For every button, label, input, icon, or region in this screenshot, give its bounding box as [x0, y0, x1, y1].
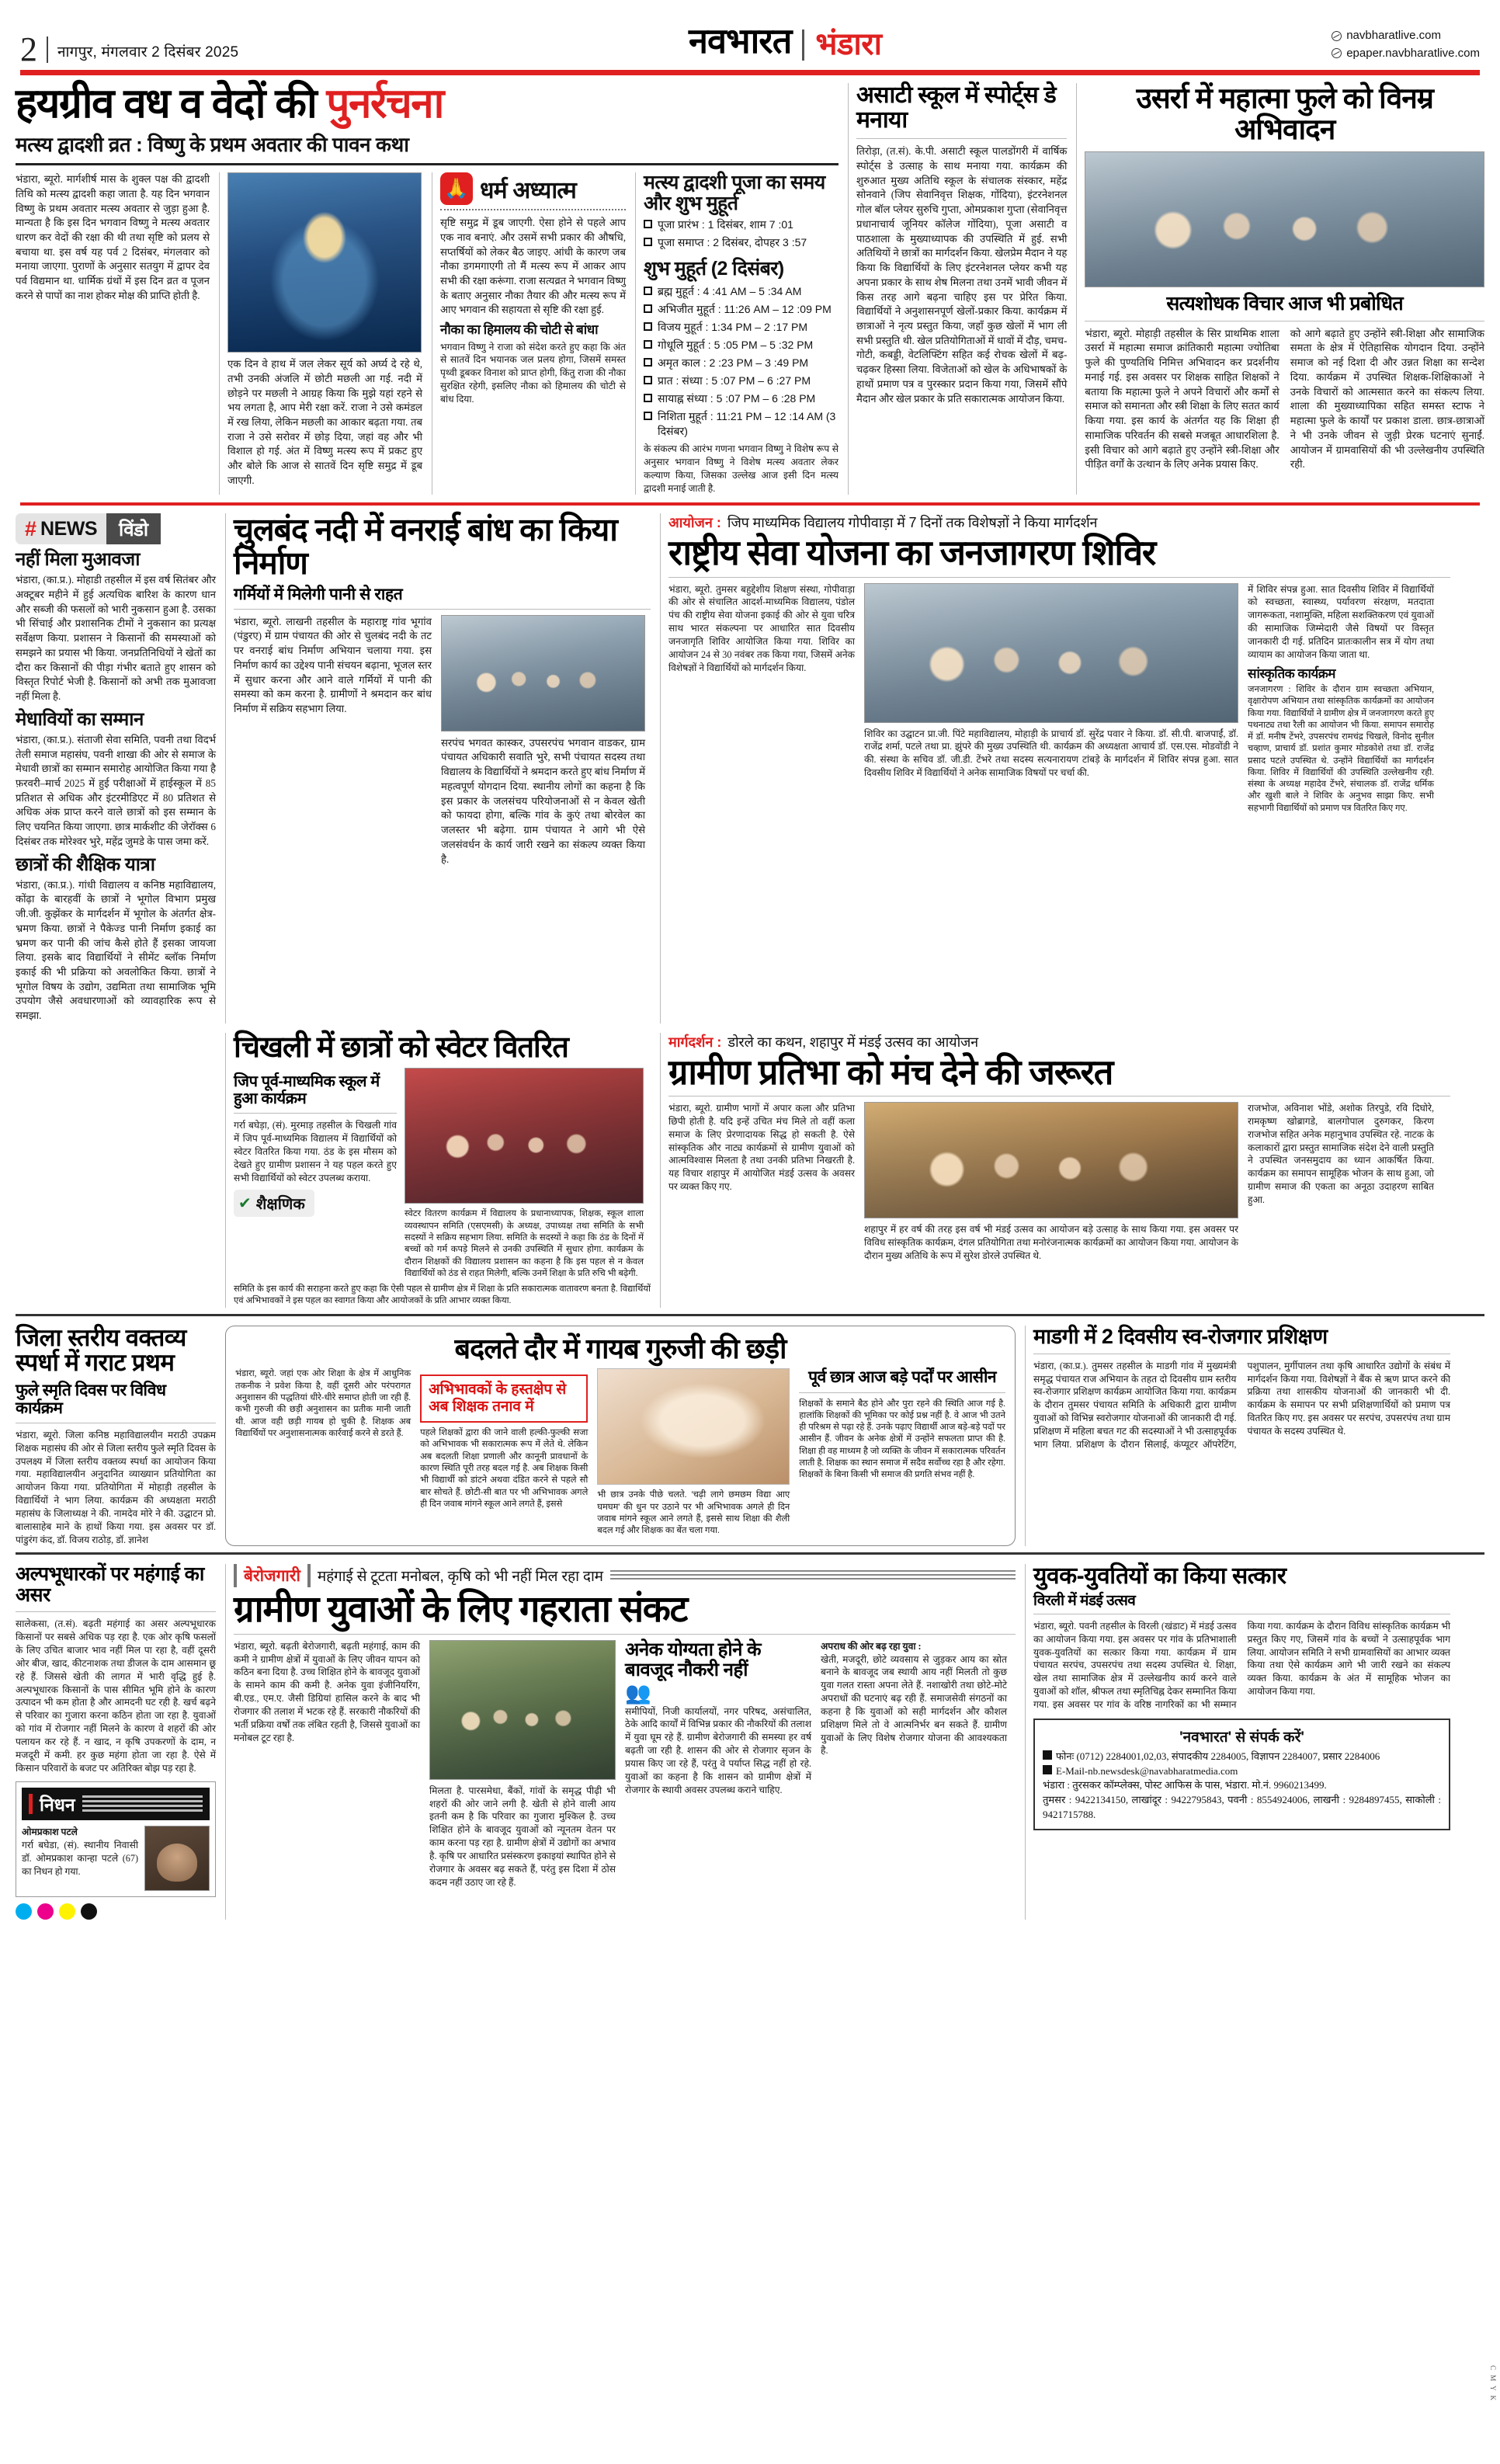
berojgari-headline: ग्रामीण युवाओं के लिए गहराता संकट [234, 1588, 687, 1630]
obituary-title: निधन [40, 1795, 75, 1816]
muhurat-item [644, 320, 839, 335]
nss-text-4: जनजागरण : शिविर के दौरान ग्राम स्वच्छता अभियान, वृक्षारोपण अभियान तथा सांस्कृतिक कार्यक्रमों का आयोजन किया गया. विद्यार्थियों ने ग्रामीण क्षेत्र में जनजागरण करते हुए पथनाट्य तथा रैली का आयोजन भी किया. समापन समारोह में डॉ. मनीष टेंभरे, उपसरपंच रामचंद्र चिखले, विनोद सुनील चव्हाण, प्राचार्य डॉ. प्रशांत कुमार मोडकोशे तथा डॉ. राजेंद्र प्रसाद पटले उपस्थित थे. उन्होंने विद्यार्थियों का मार्गदर्शन किया. शिविर में विद्यार्थियों की उपस्थिति उल्लेखनीय रही. संस्था के अध्यक्ष महादेव टेंभरे, संचालक डॉ. राजेंद्र धर्मिक और खुशी बाले ने शिविर के अनुभव साझा किए. सभी सहभागी विद्यार्थियों को प्रमाण पत्र वितरित किए गए. [1248, 684, 1434, 813]
asati-school-story [848, 83, 1067, 495]
satkar-headline: युवक-युवतियों का किया सत्कार [1033, 1563, 1286, 1590]
usarra-headline: उसर्रा में महात्मा फुले को विनम्र अभिवादन [1136, 82, 1433, 145]
nss-kicker-row [668, 513, 1450, 532]
nss-kicker-text: जिप माध्यमिक विद्यालय गोपीवाड़ा में 7 दिनों तक विशेषज्ञों ने किया मार्गदर्शन [727, 515, 1098, 531]
chikhli-column-1 [234, 1068, 397, 1280]
shubh-muhurat-title: शुभ मुहूर्त (2 दिसंबर) [644, 258, 784, 280]
lead-headline-accent: पुनर्रचना [326, 81, 443, 127]
madgi-story [1025, 1326, 1450, 1547]
section-rule-3 [16, 1552, 1484, 1555]
stripe-decor [610, 1570, 1016, 1581]
nss-kicker-label: आयोजन : [668, 515, 721, 531]
berojgari-column-4 [821, 1640, 1007, 1889]
cmyk-dot-yellow [59, 1903, 75, 1920]
shaikshanik-badge [234, 1190, 314, 1217]
checkbox-icon [644, 322, 652, 331]
margdarshan-kicker-row [668, 1033, 1450, 1051]
masthead-divider [47, 36, 48, 63]
muhurat-item-label: विजय मुहूर्त : 1:34 PM – 2 :17 PM [658, 321, 807, 334]
shaikshik-yatra-headline: छात्रों की शैक्षिक यात्रा [16, 853, 155, 875]
purvchhatra-headline: पूर्व छात्र आज बड़े पर्दों पर आसीन [808, 1368, 997, 1387]
band3-left-spacer [16, 1033, 216, 1308]
chulband-story [225, 513, 651, 1023]
apradh-subhead: अपराध की ओर बढ़ रहा युवा : [821, 1640, 922, 1652]
rule [799, 1392, 1005, 1393]
nss-column-3 [1248, 583, 1434, 815]
lead-text-3: सृष्टि समुद्र में डूब जाएगी. ऐसा होने से पहले आप एक नाव बनाएं. और उसमें सभी प्रकार की औषधि, सप्तर्षियों को लेकर बैठ जाइए. आंधी के कारण जब नौका डगमगाएगी तो मैं मत्स्य रूप में आकर आप सभी की रक्षा करूंगा. राजा सत्यव्रत ने भगवान विष्णु के बताए अनुसार नौका तैयार की और मत्स्य रूप में आए भगवान की सहायता से सृष्टि की रक्षा हुई. [440, 217, 626, 316]
contact-title: 'नवभारत' से संपर्क करें' [1179, 1729, 1304, 1746]
usarra-body [1085, 327, 1484, 474]
vaktavya-subheadline: फुले स्मृति दिवस पर विविध कार्यक्रम [16, 1381, 166, 1417]
rule [16, 1611, 216, 1612]
muhurat-footer-text: के संकल्प की आरंभ गणना भगवान विष्णु ने विशेष रूप से अनुसार भगवान विष्णु ने विशेष मत्स्य अवतार लेकर कल्याण किया, जिसका उल्लेख आज इसी दिन मत्स्य द्वादशी मनाई जाती है. [644, 443, 839, 494]
hash-icon: # [25, 516, 37, 540]
margdarshan-kicker-text: डोरले का कथन, शहापुर में मंडई उत्सव का आयोजन [727, 1034, 978, 1050]
margdarshan-text-3: राजभोज, अविनाश भोंडे, अशोक तिरपुडे, रवि दिघोरे, रामकृष्ण खोब्रागडे, बालगोपाल दुरुगकर, किरण राजभोज सहित अनेक महानुभाव उपस्थित रहे. नाटक के कलाकारों द्वारा प्रस्तुत सामाजिक संदेश देने वाली प्रस्तुति ने उपस्थित जनसमुदाय का ध्यान आकर्षित किया. कार्यक्रम का समापन सामूहिक भोजन के साथ हुआ, जो ग्रामीण समाज की एकता का अनूठा उदाहरण साबित हुआ. [1248, 1103, 1434, 1205]
website-epaper[interactable]: epaper.navbharatlive.com [1346, 46, 1480, 60]
obituary-text: गर्रा बघेडा, (सं). स्थानीय निवासी डॉ. ओमप्रकाश कान्हा पटले (67) का निधन हो गया. [22, 1840, 138, 1877]
berojgari-tagbar [234, 1564, 1016, 1587]
obituary-header [22, 1788, 210, 1820]
masthead-logo [689, 16, 881, 64]
usarra-text-2: को आगे बढ़ाते हुए उन्होंने स्त्री-शिक्षा और सामाजिक समता के क्षेत्र में ऐतिहासिक योगदान दिया. उन्होंने समाज को नई दिशा दी और उन्नत शिक्षा का सन्देश दिया. कार्यक्रम में उपस्थित शिक्षक-शिक्षिकाओं ने उनके विचारों को आत्मसात करने का संकल्प लिया. शाला की मुख्याध्यापिका सहित समस्त स्टाफ ने महात्मा फुले के कार्यों पर प्रकाश डाला. छात्र-छात्राओं ने भी उनके जीवन से जुड़ी प्रेरक घटनाएं सुनाईं. आयोजन में ग्रामवासियों की भी उल्लेखनीय उपस्थिति रही. [1290, 327, 1484, 471]
guruji-column-1 [235, 1368, 411, 1537]
muavja-text: भंडारा, (का.प्र.). मोहाडी तहसील में इस वर्ष सितंबर और अक्टूबर महीने में हुई अत्यधिक बारिश के कारण धान और सब्जी की फसलों को भारी नुकसान हुआ है. उसका भी सिंचाई और प्रशासनिक टीमों ने नुकसान का प्रत्यक्ष सर्वेक्षण किया. प्रशासन ने किसानों की समस्याओं को समझने का प्रयास भी किया. जनप्रतिनिधियों ने खेतों का दौरा कर किसानों की पीड़ा गंभीर बताते हुए शासन को विस्तृत रिपोर्ट भेजी है. किसानों को अभी तक मुआवजा नहीं मिला है. [16, 574, 216, 703]
nss-column-1 [668, 583, 855, 815]
lead-text-1: भंडारा, ब्यूरो. मार्गशीर्ष मास के शुक्ल पक्ष की द्वादशी तिथि को मत्स्य द्वादशी कहा जाता है. यह दिन भगवान विष्णु के प्रथम अवतार मत्स्य अवतार से जुड़ा हुआ है. मान्यता है कि इस दिन भगवान विष्णु ने मत्स्य अवतार धारण कर वेदों की रक्षा की थी तथा सृष्टि को प्रलय से बचाया था. इस वर्ष यह पर्व 2 दिसंबर, मंगलवार को मनाया जाएगा. पुराणों के अनुसार सतयुग में द्वापर देव पर्व विद्यमान था. धार्मिक ग्रंथों में इस दिन व्रत व पूजन करने से पापों का नाश होकर मोक्ष की प्राप्ति होती है. [16, 173, 210, 301]
contact-phone-row [1043, 1750, 1441, 1764]
vaktavya-text-1: भंडारा, ब्यूरो. जिला कनिष्ठ महाविद्यालयीन मराठी उपक्रम शिक्षक महासंघ की ओर से जिला स्तरीय फुले स्मृति दिवस के उपलक्ष्य में जिला स्तरीय वक्तव्य स्पर्धा का आयोजन किया गया. महाविद्यालयीन अनुदानित व्याख्यान प्रतियोगिता का आयोजन किया गया. प्रतियोगिता में मोहाड़ी तहसील के विद्यार्थियों ने भाग लिया. कार्यक्रम की अध्यक्षता मराठी महासंघ के जिलाध्यक्ष ने की. नामदेव मोरे ने की. उद्घाटन प्रो. बालासाहेब माने के हाथों किया गया. इस अवसर पर डॉ. पांडुरंग कंद, डॉ. विजय राठोड़, डॉ. ज्ञानेश [16, 1429, 216, 1545]
globe-icon [1332, 31, 1342, 41]
rule [856, 138, 1067, 139]
lead-subheadline: मत्स्य द्वादशी व्रत : विष्णु के प्रथम अवतार की पावन कथा [16, 130, 839, 165]
vaktavya-headline: जिला स्तरीय वक्तव्य स्पर्धा में गराट प्रथम [16, 1323, 186, 1377]
margdarshan-story [660, 1033, 1450, 1308]
satkar-subheadline: विरली में मंडई उत्सव [1033, 1592, 1136, 1609]
madgi-headline: माडगी में 2 दिवसीय स्व-रोजगार प्रशिक्षण [1033, 1324, 1328, 1348]
brand-separator [802, 30, 804, 61]
nss-column-2 [864, 583, 1238, 815]
chikhli-text-1: गर्रा बघेड़ा, (सं). मुरमाड़ तहसील के चिखली गांव में जिप पूर्व-माध्यमिक विद्यालय में विद्यार्थियों को स्वेटर वितरित किया गया. ठंड के इस मौसम को देखते हुए ग्रामीण प्रशासन ने यह पहल करते हुए सभी विद्यार्थियों को स्वेटर उपलब्ध कराया. [234, 1120, 397, 1183]
margdarshan-text-2: शहापुर में हर वर्ष की तरह इस वर्ष भी मंडई उत्सव का आयोजन बड़े उत्साह के साथ किया गया. इस अवसर पर विविध सांस्कृतिक कार्यक्रम, दंगल प्रतियोगिता तथा मनोरंजनात्मक कार्यक्रमों का आयोजन किया गया. आयोजन के दौरान मुख्य अतिथि के रूप में सुरेश डोरले उपस्थित थे. [864, 1224, 1238, 1261]
muhurat-item [644, 338, 839, 353]
checkbox-icon [644, 220, 652, 228]
lead-column-2 [219, 172, 422, 495]
shaikshik-yatra-text: भंडारा, (का.प्र.). गांधी विद्यालय व कनिष्ठ महाविद्यालय, कोंढ़ा के बारहवीं के छात्रों ने भूगोल विभाग प्रमुख जी.जी. कुझेंकर के मार्गदर्शन में भूगोल के अंतर्गत क्षेत्र-भ्रमण किया. छात्रों ने पैकेज्ड पानी निर्माण इकाई का भ्रमण कर पानी की जांच कैसे होते हैं इसका जायजा लिया. इसके बाद विद्यार्थियों ने सीमेंट ब्लॉक निर्माण इकाई की भी प्रक्रिया को अवलोकित किया. छात्रों ने भूगोल विषय के उद्योग, उद्यमिता तथा सामाजिक भूमि उपयोग जैसे अवधारणाओं को व्यावहारिक रूप से समझा. [16, 878, 216, 1022]
satkar-body [1033, 1620, 1450, 1712]
chulband-kicker: गर्मियों में मिलेगी पानी से राहत [234, 585, 403, 603]
guruji-text-2: पहले शिक्षकों द्वारा की जाने वाली हल्की-फुल्की सजा को अभिभावक भी सकारात्मक रूप में लेते थे. लेकिन अब बदलती शिक्षा प्रणाली और कानूनी प्रावधानों के कारण स्थिति पूरी तरह बदल गई है. अब शिक्षक किसी भी विद्यार्थी को डांटने अथवा दंडित करने से पहले सौ बार सोचते हैं. छोटी-सी बात पर भी अभिभावक अगले ही दिन जवाब मांगने स्कूल आने लगते हैं, इससे [420, 1428, 589, 1509]
sweater-distribution-photo [405, 1068, 644, 1204]
alpabhudharak-story [16, 1564, 216, 1920]
checkbox-icon [644, 340, 652, 349]
checkbox-icon [644, 358, 652, 367]
muhurat-item-label: सायाह्न संध्या : 5 :07 PM – 6 :28 PM [658, 392, 816, 405]
rule [668, 577, 1450, 578]
satyashodhak-subheadline: सत्यशोधक विचार आज भी प्रबोधित [1166, 293, 1404, 315]
square-bullet-icon [1043, 1750, 1052, 1760]
news-badge-label: NEWS [40, 517, 98, 540]
obituary-body [22, 1826, 210, 1891]
guruji-story [225, 1326, 1016, 1547]
guruji-column-3 [597, 1368, 790, 1537]
nauka-text: भगवान विष्णु ने राजा को संदेश करते हुए कहा कि अंत से सातवें दिन भयानक जल प्रलय होगा, जिसमें समस्त पृथ्वी डूबकर विनाश को प्राप्त होगी, किंतु राजा की नौका सुरक्षित रहेगी, इसलिए नौका को हिमालय की चोटी से बांध दिया. [440, 341, 626, 405]
chikhli-text-3: समिति के इस कार्य की सराहना करते हुए कहा कि ऐसी पहल से ग्रामीण क्षेत्र में शिक्षा के प्रति सकारात्मक वातावरण बनता है. विद्यार्थियों एवं अभिभावकों ने इस पहल का स्वागत किया और आयोजकों के प्रति आभार व्यक्त किया. [234, 1284, 651, 1306]
asati-headline: असाटी स्कूल में स्पोर्ट्स डे मनाया [856, 82, 1056, 134]
muhurat-item-label: अमृत काल : 2 :23 PM – 3 :49 PM [658, 356, 809, 370]
margdarshan-column-3 [1248, 1102, 1434, 1262]
asati-text: तिरोड़ा, (त.सं). के.पी. असाटी स्कूल पालडोंगरी में वार्षिक स्पोर्ट्स डे उत्साह के साथ मनाया गया. कार्यक्रम की शुरुआत मुख्य अतिथि स्कूल के संचालक संस्कार, महेंद्र सोनवाने (जिप सेवानिवृत्त शिक्षक, गोंदिया), इंटरनेशनल गोल बॉल प्लेयर सुरुचि गुप्ता, ओमप्रकाश गुप्ता (सेवानिवृत्त प्रधानाचार्य जूनियर कॉलेज गोंदिया), पूजा असाटी व पाठशाला के मुख्याध्यापक की उपस्थिति में हुई. सभी अतिथियों ने छात्रों का मार्गदर्शन किया. खेलप्रेम मैदान ने यह किया कि विद्यार्थियों के लिए इंटरनेशनल प्लेयर कभी यह अपना प्रकार के साथ शेष मिलना तथा उनमें भावी जीवन में किस तरह आगे बढ़ना चाहिए इस पर प्रेरित किया. विद्यार्थियों ने अनुशासनपूर्ण खेलों-प्रकार किया. कार्यक्रम में छात्राओं ने नृत्य प्रस्तुत किया, जहाँ कुछ खेलों में भाग ली सभी प्रस्तुति थी. खेल प्रतियोगिताओं में धावों में दौड़, चमच-गोटी, कबड्डी, वेटलिफ्टिंग सहित कई रोचक खेलों में बढ़-चढ़कर हिस्सा लिया. विजेताओं को खेल के अधिभाषकों के हाथों प्रमाण पत्र व पुरस्कार प्रदान किया गया, जिसमें सौंपे मैदान और खेल प्रकार के प्रति सकारात्मक आयोजन किया. [856, 145, 1068, 405]
satkar-story [1025, 1564, 1450, 1920]
guruji-redbox [420, 1374, 588, 1423]
berojgari-tag: बेरोजगारी [234, 1564, 311, 1587]
muhurat-item [644, 409, 839, 439]
dharm-adhyatm-title: धर्म अध्यात्म [480, 177, 577, 203]
obituary-portrait-photo [144, 1826, 210, 1891]
lead-headline [16, 83, 839, 125]
berojgari-subheadline: अनेक योग्यता होने के बावजूद नौकरी नहीं [625, 1639, 761, 1680]
edition-name: भंडारा [815, 27, 882, 61]
chikhli-kicker: जिप पूर्व-माध्यमिक स्कूल में हुआ कार्यक्रम [234, 1073, 380, 1108]
berojgari-column-1 [234, 1640, 420, 1889]
news-window-badge [16, 513, 216, 544]
masthead-left [20, 30, 239, 69]
page-number: 2 [20, 30, 37, 69]
vanrai-bandh-photo [441, 615, 645, 732]
top-section [16, 83, 1484, 495]
band-chikhli-margdarshan [16, 1030, 1484, 1308]
muavja-headline: नहीं मिला मुआवजा [16, 549, 140, 571]
nss-story [660, 513, 1450, 1023]
praying-hands-icon: 🙏 [440, 172, 473, 205]
masthead-rule [20, 70, 1480, 75]
contact-other-numbers: तुमसर : 9422134150, लाखांदूर : 9422795843, पवनी : 8554924006, लाखनी : 9284897455, साकोली : 9421715788. [1043, 1794, 1441, 1821]
muhurat-item [644, 391, 839, 406]
madgi-body [1033, 1360, 1450, 1451]
section-rule-1 [20, 502, 1480, 506]
muhurat-item [644, 235, 839, 250]
guruji-column-2 [420, 1368, 588, 1537]
checkbox-icon [644, 238, 652, 246]
obituary-name: ओमप्रकाश पटले [22, 1826, 78, 1838]
contact-email-row[interactable] [1043, 1764, 1441, 1779]
chulband-text-1: भंडारा, ब्यूरो. लाखनी तहसील के महाराष्ट्र गांव भूगांव (पंडुरए) में ग्राम पंचायत की ओर से चुलबंद नदी के तट पर वनराई बांध निर्माण अभियान चलाया गया. इस निर्माण कार्य का उद्देश्य पानी संचयन बढ़ाना, भूजल स्तर में सुधार करना और आने वाले गर्मियों में पानी की समस्या को कम करना है. ग्रामीणों ने श्रमदान कर बांध निर्माण में सक्रिय सहभाग लिया. [234, 615, 432, 715]
chulband-text-2: सरपंच भगवत कास्कर, उपसरपंच भगवान वाडकर, ग्राम पंचायत अधिकारी सवाति भुरे, सभी पंचायत सदस्य तथा विद्यालय के विद्यार्थियों ने श्रमदान करते हुए बांध निर्माण में महत्वपूर्ण योगदान दिया. स्थानीय लोगों का कहना है कि इस प्रकार के जलसंचय परियोजनाओं से न केवल खेती को फायदा होगा, बल्कि गांव के कुएं तथा बोरवेल का जलस्तर भी बढ़ेगा. ग्राम पंचायत ने आगे भी ऐसे जलसंवर्धन के कार्य जारी रखने का संकल्प व्यक्त किया है. [441, 736, 645, 865]
berojgari-story [225, 1564, 1016, 1920]
rule [234, 609, 651, 610]
madgi-text: भंडारा, (का.प्र.). तुमसर तहसील के माडगी गांव में मुख्यमंत्री समृद्ध पंचायत राज अभियान के तहत दो दिवसीय ग्राम स्तरीय स्व-रोजगार प्रशिक्षण कार्यक्रम आयोजित किया गया. कार्यक्रम के दौरान तुमसर पंचायत समिति के अधिकारी द्वारा ग्रामीण युवाओं को विभिन्न स्वरोजगार योजनाओं की जानकारी दी गई. प्रशिक्षण में महिला बचत गट की सदस्याओं ने भी उत्साहपूर्वक भाग लिया. प्रशिक्षण के दौरान सिलाई, कंप्यूटर ऑपरेटिंग, पशुपालन, मुर्गीपालन तथा कृषि आधारित उद्योगों के संबंध में मार्गदर्शन किया गया. विशेषज्ञों ने बैंक से ऋण प्राप्त करने की प्रक्रिया तथा शासकीय योजनाओं की जानकारी भी दी. कार्यक्रम के समापन पर सभी प्रशिक्षणार्थियों को प्रमाण पत्र वितरित किए गए. इस अवसर पर सरपंच, उपसरपंच तथा ग्राम पंचायत के सदस्य उपस्थित थे. [1033, 1360, 1450, 1450]
alpabhudharak-headline: अल्पभूधारकों पर महंगाई का असर [16, 1563, 204, 1607]
guruji-redbox-title: अभिभावकों के हस्तक्षेप से अब शिक्षक तनाव में [429, 1381, 567, 1416]
square-bullet-icon [1043, 1765, 1052, 1774]
news-window-column [16, 513, 216, 1023]
margdarshan-text-1: भंडारा, ब्यूरो. ग्रामीण भागों में अपार कला और प्रतिभा छिपी होती है. यदि इन्हें उचित मंच मिले तो वहीं कला समाज के लिए प्रेरणादायक सिद्ध हो सकती है. ऐसे सांस्कृतिक और नाट्य कार्यक्रमों से ग्रामीण युवाओं को आत्मविश्वास मिलता है तथा उनकी प्रतिभा निखरती है. यह विचार शहापुर में आयोजित मंडई उत्सव के अवसर पर व्यक्त किए गए. [668, 1103, 855, 1193]
muhurat-list [644, 284, 839, 439]
berojgari-text-2: मिलता है. पारसमेधा, बैंकों, गांवों के समृद्ध पीढ़ी भी शहरों की ओर जाने लगी है. खेती से होने वाली आय इतनी कम है कि परिवार का गुजारा मुश्किल है. उच्च शिक्षित होने के बावजूद युवाओं को न्यूनतम वेतन पर काम करना पड़ रहा है. ग्रामीण क्षेत्रों में उद्योगों का अभाव है. कृषि पर आधारित प्रसंस्करण इकाइयां स्थापित होने से रोजगार के अवसर बढ़ सकते हैं, परंतु इस दिशा में ठोस कदम नहीं उठाए जा रहे हैं. [429, 1785, 616, 1888]
shaikshanik-label: शैक्षणिक [255, 1195, 305, 1213]
website-main-row[interactable] [1332, 27, 1480, 45]
purvchhatra-column [799, 1368, 1005, 1537]
chikhli-column-2 [405, 1068, 644, 1280]
muhurat-item [644, 356, 839, 370]
chikhli-text-2: स्वेटर वितरण कार्यक्रम में विद्यालय के प्रधानाध्यापक, शिक्षक, स्कूल शाला व्यवस्थापन समिति (एसएमसी) के अध्यक्ष, उपाध्यक्ष तथा समिति के सभी सदस्यों ने सक्रिय सहभाग लिया. समिति के सदस्यों ने कहा कि ठंड के दिनों में बच्चों को गर्म कपड़े मिलने से उनकी उपस्थिति में सुधार होगा. कार्यक्रम के दौरान शिक्षकों की विद्यालय प्रशासन का कहना है कि इस पहल से न केवल विद्यार्थियों को ठंड से राहत मिलेगी, बल्कि उनमें शिक्षा के प्रति रुचि भी बढ़ेगी. [405, 1209, 644, 1278]
margdarshan-column-1 [668, 1102, 855, 1262]
nss-sanskritik-subhead: सांस्कृतिक कार्यक्रम [1248, 666, 1335, 681]
berojgari-column-2 [429, 1640, 616, 1889]
cmyk-label: C M Y K [1489, 2365, 1497, 2402]
berojgari-kicker: महंगाई से टूटता मनोबल, कृषि को भी नहीं मिल रहा दाम [317, 1569, 603, 1586]
guruji-headline: बदलते दौर में गायब गुरुजी की छड़ी [454, 1332, 786, 1364]
vishnu-matsya-avatar-photo [227, 172, 422, 353]
obituary-box [16, 1781, 216, 1897]
dharm-adhyatm-badge [440, 172, 626, 205]
lead-column-3 [432, 172, 626, 495]
nss-text-3: में शिविर संपन्न हुआ. सात दिवसीय शिविर में विद्यार्थियों को स्वच्छता, स्वास्थ्य, पर्यावरण संरक्षण, मतदाता जागरूकता, नशामुक्ति, महिला सशक्तिकरण एवं युवाओं की सामाजिक जिम्मेदारी जैसे विषयों पर विस्तृत जानकारी दी गई. प्रतिदिन प्रातःकालीन सत्र में योग तथा व्यायाम का आयोजन किया जाता था. [1248, 583, 1434, 660]
chikhli-story [225, 1030, 651, 1308]
checkmark-icon: ✔ [238, 1194, 252, 1212]
muhurat-item [644, 284, 839, 299]
muhurat-title: मत्स्य द्वादशी पूजा का समय और शुभ मुहूर्त [644, 172, 825, 215]
rule [234, 1113, 397, 1114]
muhurat-item-label: अभिजीत मुहूर्त : 11:26 AM – 12 :09 PM [658, 303, 832, 316]
contact-address: भंडारा : तुरसकर कॉम्प्लेक्स, पोस्ट आफिस के पास, भंडारा. मो.नं. 9960213499. [1043, 1779, 1327, 1792]
vaktavya-story [16, 1323, 216, 1547]
lead-body-grid [16, 172, 839, 495]
margdarshan-headline: ग्रामीण प्रतिभा को मंच देने की जरूरत [668, 1051, 1113, 1092]
cmyk-registration-dots [16, 1903, 216, 1920]
brand-name: नवभारत [689, 21, 792, 61]
mandai-utsav-photo [864, 1102, 1238, 1218]
checkbox-icon [644, 412, 652, 420]
rural-youth-photo [429, 1640, 616, 1780]
muhurat-item-label: ब्रह्म मुहूर्त : 4 :41 AM – 5 :34 AM [658, 285, 802, 298]
margdarshan-kicker-label: मार्गदर्शन : [668, 1034, 722, 1050]
usarra-text-1: भंडारा, ब्यूरो. मोहाड़ी तहसील के सिर प्राथमिक शाला उसर्रा में महात्मा समाज क्रांतिकारी महात्मा ज्योतिबा फुले की पुण्यतिथि निमित्त अभिवादन कर प्रदर्शनीय मनाई गई. इस अवसर पर शिक्षक साहित शिक्षकों ने बताया कि महात्मा फुले ने अपने विचारों और कर्मों से समाज को समानता और स्त्री शिक्षा के लिए सतत कार्य किया गया. इस कार्य के अंतर्गत यह कि शिक्षा ही सामाजिक परिवर्तन की सबसे मजबूत आधारशिला है. इसी विचार को आगे बढ़ाते हुए उन्होंने स्त्री-शिक्षा और पीड़ित वर्गों के उत्थान के लिए अनेक प्रयास किए. [1085, 327, 1280, 471]
section-rule-2 [16, 1314, 1484, 1316]
muhurat-item [644, 217, 839, 232]
checkbox-icon [644, 287, 652, 295]
chulband-column-1 [234, 615, 432, 867]
masthead-websites [1332, 27, 1480, 62]
dotted-rule [440, 209, 626, 210]
lead-text-2: एक दिन वे हाथ में जल लेकर सूर्य को अर्घ्य दे रहे थे, तभी उनकी अंजलि में छोटी मछली आ गई. नदी में छोड़ने पर मछली ने आग्रह किया कि मुझे यहां रहने से भय लगता है, आप मेरी रक्षा करें. राजा ने उसे कमंडल में रख लिया, लेकिन मछली का आकार बढ़ता गया. तब राजा ने उसे सरोवर में छोड़ दिया, जहां वह और भी विशाल हो गई. अंत में विष्णु मत्स्य रूप में प्रकट हुए और बोले कि आज से सातवें दिन सृष्टि समुद्र में डूब जाएगी. [227, 358, 422, 486]
obituary-stripe-decor [82, 1795, 203, 1812]
rule [234, 1634, 1016, 1635]
cmyk-dot-magenta [37, 1903, 54, 1920]
obituary-accent-bar [29, 1794, 33, 1814]
contact-box [1033, 1719, 1450, 1830]
cmyk-dot-black [81, 1903, 97, 1920]
checkbox-icon [644, 304, 652, 313]
muhurat-item-label: पूजा प्रारंभ : 1 दिसंबर, शाम 7 :01 [658, 218, 793, 231]
muhurat-item-label: पूजा समाप्त : 2 दिसंबर, दोपहर 3 :57 [658, 236, 807, 249]
berojgari-text-1: भंडारा, ब्यूरो. बढ़ती बेरोजगारी, बढ़ती महंगाई, काम की कमी ने ग्रामीण क्षेत्रों में युवाओं के लिए जीवन यापन को कठिन बना दिया है. उच्च शिक्षित होने के बावजूद युवाओं के सामने काम की कमी है. अनेक युवा इंजीनियरिंग, बी.एड., एम.ए. जैसी डिग्रियां हासिल करने के बाद भी रोजगार की तलाश में भटक रहे हैं. सरकारी नौकरियों की भर्ती प्रक्रिया वर्षों तक लंबित रहती है, जिससे युवाओं का मनोबल टूट रहा है. [234, 1640, 420, 1743]
muhurat-item [644, 374, 839, 388]
berojgari-column-3 [625, 1640, 811, 1889]
band-berojgari [16, 1564, 1484, 1920]
lead-story [16, 83, 839, 495]
lead-column-4-muhurat [635, 172, 839, 495]
nss-headline: राष्ट्रीय सेवा योजना का जनजागरण शिविर [668, 533, 1156, 573]
berojgari-text-3: समीपियों, निजी कार्यालयों, नगर परिषद, असंचालित, ठेके आदि कार्यों में विभिन्न प्रकार की नौकरियों की तलाश में युवा घूम रहे हैं. ग्रामीण बेरोजगारी की समस्या हर वर्ष बढ़ती जा रही है. शासन की ओर से रोजगार सृजन के प्रयास किए जा रहे हैं, परंतु वे पर्याप्त सिद्ध नहीं हो रहे. युवाओं का कहना है कि शासन को ग्रामीण क्षेत्रों में रोजगार के स्थायी अवसर उपलब्ध कराने चाहिए. [625, 1705, 811, 1795]
satkar-text: भंडारा, ब्यूरो. पवनी तहसील के विरली (खंडाट) में मंडई उत्सव का आयोजन किया गया. इस अवसर पर गांव के प्रतिभाशाली युवक-युवतियों का सत्कार किया गया. कार्यक्रम में ग्राम पंचायत सरपंच, उपसरपंच तथा सदस्य उपस्थित थे. शिक्षा, खेल तथा सामाजिक क्षेत्र में उल्लेखनीय कार्य करने वाले युवाओं को शॉल, श्रीफल तथा स्मृतिचिह्न देकर सम्मानित किया गया. इस अवसर पर गांव के वरिष्ठ नागरिकों का भी सम्मान किया गया. कार्यक्रम के दौरान विविध सांस्कृतिक कार्यक्रम भी प्रस्तुत किए गए, जिसमें गांव के बच्चों ने उत्साहपूर्वक भाग लिया. आयोजन समिति ने सभी ग्रामवासियों का आभार व्यक्त किया तथा ऐसे कार्यक्रम आगे भी जारी रखने का संकल्प व्यक्त किया. कार्यक्रम के अंत में सामूहिक भोजन का आयोजन किया गया. [1033, 1620, 1450, 1710]
cmyk-dot-cyan [16, 1903, 32, 1920]
chulband-column-2 [441, 615, 645, 867]
muhurat-item [644, 302, 839, 317]
alpabhudharak-text: सालेकसा, (त.सं). बढ़ती महंगाई का असर अल्पभूधारक किसानों पर सबसे अधिक पड़ रहा है. एक ओर कृषि फसलों के लिए उचित बाजार भाव नहीं मिल पा रहा है, वहीं दूसरी ओर बीज, खाद, कीटनाशक तथा डीजल के दाम आसमान छू रहे हैं. जिससे खेती की लागत में भारी वृद्धि हुई है. अल्पभूधारक किसानों के पास सीमित भूमि होने के कारण उत्पादन भी कम होता है और आमदनी घट रही है. खर्च बढ़ने से परिवार का गुजारा करना कठिन होता जा रहा है. युवाओं को गांव में रोजगार नहीं मिलने के कारण वे शहरों की ओर पलायन कर रहे हैं. न खाद, न कृषि उपकरणों के दाम, न मजदूरी में कमी. हर कुछ महंगा होता जा रहा है. ऐसे में किसान परिवारों के बजट पर अतिरिक्त बोझ पड़ रहा है. [16, 1618, 216, 1774]
lead-column-1 [16, 172, 210, 495]
margdarshan-column-2 [864, 1102, 1238, 1262]
guruji-text-3: भी छात्र उनके पीछे चलते. 'चढ़ी लागे छमछम विद्या आए घमघम' की धुन पर उठाने पर भी अभिभावक अगले ही दिन जवाब मांगने स्कूल आने लगते हैं, इससे साथ शिक्षा की शैली बदल गई और शिक्षक का बेंत चला गया. [597, 1490, 790, 1536]
news-badge-right: विंडो [106, 513, 161, 544]
people-group-icon: 👥 [625, 1680, 649, 1705]
guruji-text-1: भंडारा, ब्यूरो. जहां एक ओर शिक्षा के क्षेत्र में आधुनिक तकनीक ने प्रवेश किया है, वहीं दूसरी ओर परंपरागत अनुशासन की पद्धतियां धीरे-धीरे समाप्त होती जा रही हैं. कभी गुरुजी की छड़ी अनुशासन का प्रतीक मानी जाती थी. आज वही छड़ी गायब हो चुकी है. शिक्षक अब विद्यार्थियों पर अनुशासनात्मक कार्रवाई करने से डरते हैं. [235, 1369, 411, 1438]
muhurat-item-label: प्रात : संध्या : 5 :07 PM – 6 :27 PM [658, 374, 811, 387]
globe-icon [1332, 48, 1342, 58]
berojgari-text-4: खेती, मजदूरी, छोटे व्यवसाय से जुड़कर आय का स्रोत बनाने के बावजूद जब स्थायी आय नहीं मिलती तो कुछ युवा गलत रास्ता अपना लेते हैं. नशाखोरी तथा छोटे-मोटे अपराधों की घटनाएं बढ़ रही हैं. समाजसेवी संगठनों का कहना है कि युवाओं को सही मार्गदर्शन और कौशल प्रशिक्षण मिले तो वे आत्मनिर्भर बन सकते हैं. ग्रामीण युवाओं के लिए विशेष रोजगार योजना की आवश्यकता है. [821, 1653, 1007, 1757]
contact-phone: फोनः (0712) 2284001,02,03, संपादकीय 2284005, विज्ञापन 2284007, प्रसार 2284006 [1056, 1750, 1380, 1762]
contact-email[interactable]: E-Mail-nb.newsdesk@navabharatmedia.com [1056, 1764, 1238, 1777]
medhavi-headline: मेधावियों का सम्मान [16, 708, 144, 730]
muhurat-item-label: निशिता मुहूर्त : 11:21 PM – 12 :14 AM (3 दिसंबर) [658, 410, 836, 438]
nss-camp-photo [864, 583, 1238, 723]
usarra-phule-story [1076, 83, 1484, 495]
nss-text-2: शिविर का उद्घाटन प्रा.जी. पिंटे महाविद्यालय, मोहाड़ी के प्राचार्य डॉ. सुरेंद्र पवार ने किया. डॉ. सी.पी. बाजपाईं, डॉ. राजेंद्र शर्मा, पटले तथा प्रा. झुंपरे की मुख्य उपस्थिति थी. कार्यक्रम की अध्यक्षता आचार्य डॉ. एस.एस. मोडवोंडी ने की. संस्था के सचिव डॉ. जी.डी. टेंभरे तथा सदस्य सत्यनारायण टांबड़े के मार्गदर्शन में शिविर संपन्न हुआ. सात दिवसीय शिविर में विद्यार्थियों ने अनेक सामाजिक विषयों पर चर्चा की. [864, 728, 1238, 779]
nauka-subhead: नौका का हिमालय की चोटी से बांधा [440, 322, 599, 338]
chikhli-headline: चिखली में छात्रों को स्वेटर वितरित [234, 1030, 568, 1064]
band-vaktavya-guruji [16, 1323, 1484, 1547]
masthead [16, 11, 1484, 67]
muhurat-item-label: गोधूलि मुहूर्त : 5 :05 PM – 5 :32 PM [658, 339, 814, 352]
medhavi-text: भंडारा, (का.प्र.). संताजी सेवा समिति, पवनी तथा विदर्भ तेली समाज महासंघ, पवनी शाखा की ओर से समाज के मेधावी छात्रों का सम्मान समारोह आयोजित किया गया है फ़रवरी–मार्च 2025 में हुई परीक्षाओं में हाईस्कूल में 85 प्रतिशत से अधिक और इंटरमीडिएट में 80 प्रतिशत से अधिक अंक प्राप्त करने वाले छात्रों को इस सम्मान के लिए चयनित किया जाएगा. छात्र मार्कशीट की जेरॉक्स 6 दिसंबर तक मोरेश्वर भुरे, महेंद्र जुमडे के पास जमा करें. [16, 733, 216, 847]
news-badge-left [16, 513, 106, 544]
guruji-stick-hand-photo [597, 1368, 790, 1485]
nss-text-1: भंडारा, ब्यूरो. तुमसर बहुद्देशीय शिक्षण संस्था, गोपीवाड़ा की ओर से संचालित आदर्श-माध्यमिक विद्यालय, पंडोल पंच की राष्ट्रीय सेवा योजना इकाई की ओर से युवा चरित्र साथ भारत संकल्पना पर आधारित सात दिवसीय जनजागृति शिविर आयोजित किया गया. शिविर का आयोजन 24 से 30 नवंबर तक किया गया, जिसमें अनेक विशेषज्ञों ने विद्यार्थियों को मार्गदर्शन किया. [668, 583, 855, 673]
checkbox-icon [644, 394, 652, 402]
website-epaper-row[interactable] [1332, 45, 1480, 63]
dateline: नागपुर, मंगलवार 2 दिसंबर 2025 [57, 44, 239, 61]
band-news-window [16, 513, 1484, 1023]
muhurat-top-list [644, 217, 839, 250]
purvchhatra-text: शिक्षकों के समाने बैठ होने और पुरा रहने की स्थिति आज गई है. हालांकि शिक्षकों की भूमिका पर कोई प्रश्न नहीं है. वे आज भी उतने ही परिश्रम से पढ़ा रहे हैं. उनके पढ़ाए विद्यार्थी आज बड़े-बड़े पदों पर आसीन हैं. जीवन के अनेक क्षेत्रों में उन्होंने सफलता प्राप्त की है. शिक्षा ही वह माध्यम है जो व्यक्ति के जीवन में सकारात्मक परिवर्तन लाती है. शिक्षक का स्थान समाज में सदैव सर्वोच्च रहा है और रहेगा. शिक्षकों के बिना किसी भी समाज की प्रगति संभव नहीं है. [799, 1399, 1005, 1480]
website-main[interactable]: navbharatlive.com [1346, 29, 1441, 42]
lead-headline-main: हयग्रीव वध व वेदों की [16, 81, 327, 127]
checkbox-icon [644, 376, 652, 384]
chulband-headline: चुलबंद नदी में वनराई बांध का किया निर्माण [234, 512, 617, 581]
phule-tribute-photo [1085, 151, 1484, 287]
